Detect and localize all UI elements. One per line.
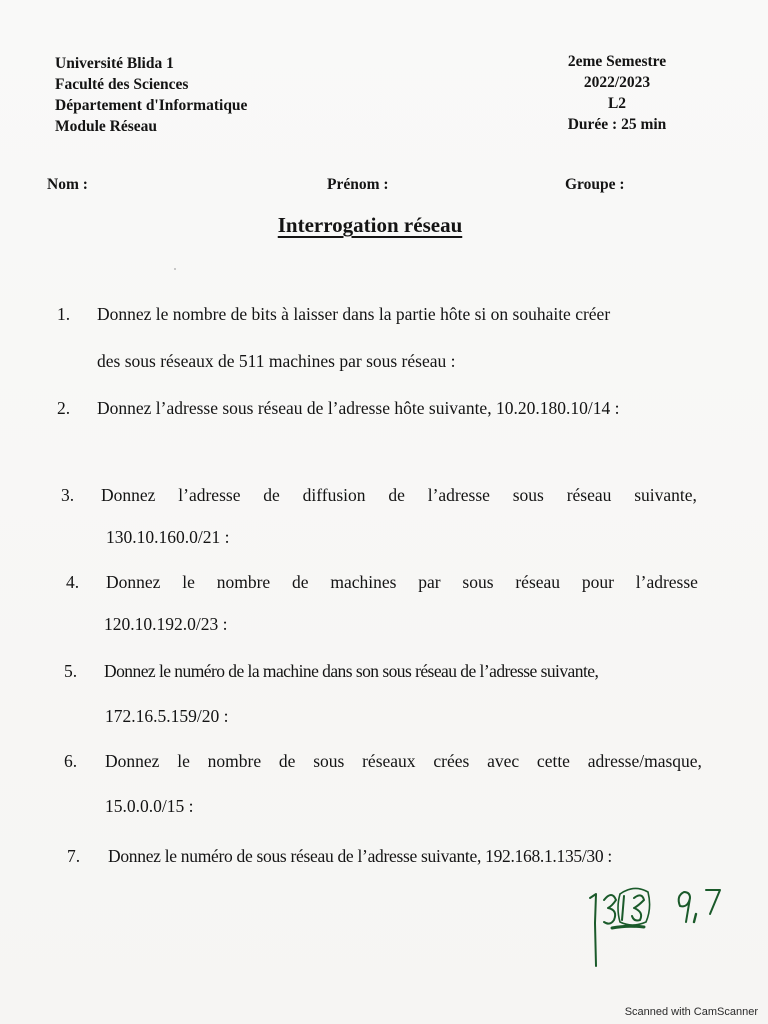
question-6 [64, 749, 704, 819]
question-text-line: 130.10.160.0/21 : [106, 527, 230, 547]
text-word: l’adresse [427, 485, 490, 505]
semester: 2eme Semestre [567, 53, 667, 70]
text-word: adresse/masque, [587, 751, 702, 771]
text-word: par [418, 572, 441, 592]
handwritten-grade-mark [582, 878, 732, 968]
text-word: Donnez [101, 485, 156, 505]
paper-speck [174, 268, 176, 270]
session-header [532, 51, 702, 135]
question-number: 2. [57, 398, 71, 418]
text-word: Donnez [105, 751, 160, 771]
text-word: crées [433, 751, 470, 771]
text-word: de [291, 572, 309, 592]
question-text-line: 15.0.0.0/15 : [105, 796, 194, 816]
question-1 [57, 302, 697, 372]
text-word: avec [487, 751, 520, 771]
university-name: Université Blida 1 [55, 55, 174, 72]
groupe-label: Groupe : [565, 176, 625, 193]
text-word: sous [512, 485, 544, 505]
level: L2 [607, 95, 627, 112]
text-word: pour [581, 572, 614, 592]
question-number: 5. [64, 661, 78, 681]
question-2 [57, 396, 707, 426]
text-word: sous [462, 572, 494, 592]
text-word: réseau [566, 485, 612, 505]
nom-label: Nom : [47, 176, 88, 193]
text-word: de [263, 485, 280, 505]
question-text-line [101, 483, 697, 507]
institution-header [55, 53, 247, 137]
question-text-line: 172.16.5.159/20 : [105, 706, 229, 726]
text-word: nombre [216, 572, 271, 592]
question-number: 3. [61, 485, 75, 505]
text-word: sous [313, 751, 345, 771]
text-word: de [388, 485, 405, 505]
question-number: 6. [64, 751, 78, 771]
department-name: Département d'Informatique [55, 97, 248, 114]
text-word: nombre [207, 751, 262, 771]
scanner-watermark: Scanned with CamScanner [624, 1006, 758, 1018]
question-number: 1. [57, 304, 71, 324]
question-text-line: Donnez l’adresse sous réseau de l’adresse hôte suivante, 10.20.180.10/14 : [97, 398, 620, 418]
text-word: Donnez [106, 572, 161, 592]
text-word: réseaux [362, 751, 416, 771]
question-text-line: Donnez le numéro de sous réseau de l’adresse suivante, 192.168.1.135/30 : [108, 846, 612, 866]
question-number: 7. [67, 846, 81, 866]
question-text-line: 120.10.192.0/23 : [104, 614, 228, 634]
text-word: réseau [515, 572, 561, 592]
faculty-name: Faculté des Sciences [55, 76, 189, 93]
question-text-line [106, 570, 698, 594]
text-word: le [177, 751, 190, 771]
question-3 [61, 483, 701, 553]
text-word: machines [330, 572, 397, 592]
text-word: diffusion [302, 485, 366, 505]
text-word: suivante, [634, 485, 697, 505]
academic-year: 2022/2023 [583, 74, 651, 91]
question-text-line: Donnez le numéro de la machine dans son sous réseau de l’adresse suivante, [104, 661, 599, 681]
question-number: 4. [66, 572, 80, 592]
exam-title: Interrogation réseau [277, 213, 463, 237]
text-word: de [278, 751, 296, 771]
text-word: le [182, 572, 195, 592]
text-word: l’adresse [178, 485, 241, 505]
question-text-line: Donnez le nombre de bits à laisser dans la partie hôte si on souhaite créer [97, 304, 611, 324]
text-word: l’adresse [635, 572, 698, 592]
duration: Durée : 25 min [567, 116, 667, 133]
question-4 [66, 570, 706, 640]
question-text-line: des sous réseaux de 511 machines par sous réseau : [97, 351, 456, 371]
question-text-line [105, 749, 702, 773]
module-name: Module Réseau [55, 118, 158, 135]
prenom-label: Prénom : [327, 176, 389, 193]
text-word: cette [536, 751, 570, 771]
question-7 [67, 844, 717, 874]
question-5 [64, 659, 704, 729]
